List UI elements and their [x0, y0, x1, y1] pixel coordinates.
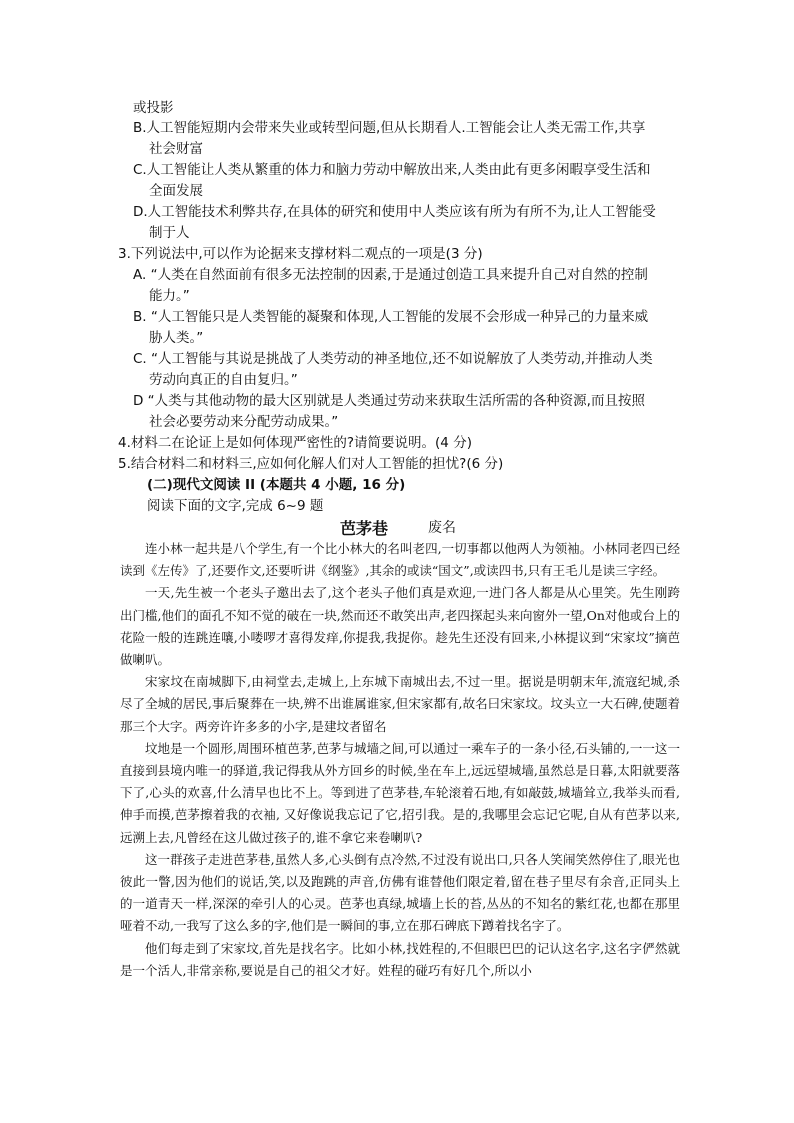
q3-option-a: A. “人类在自然面前有很多无法控制的因素,于是通过创造工具来提升自己对自然的控制 — [133, 267, 648, 283]
paragraph: 连小林一起共是八个学生,有一个比小林大的名叫老四,一切事都以他两人为领袖。小林同老四已经读到《左传》了,还要作文,还要听讲《纲鉴》,其余的或读“国文”,或读四书,只有王毛儿是读三字经。 — [120, 541, 680, 579]
option-d-continued: 制于人 — [149, 225, 190, 241]
story-body — [120, 538, 680, 982]
q3-option-a-continued: 能力。” — [149, 288, 190, 304]
option-b: B.人工智能短期内会带来失业或转型问题,但从长期看人.工智能会让人类无需工作,共享 — [133, 120, 646, 136]
paragraph: 他们每走到了宋家坟,首先是找名字。比如小林,找姓程的,不但眼巴巴的记认这名字,这名字俨然就是一个活人,非常亲称,要说是自己的祖父才好。姓程的碰巧有好几个,所以小 — [120, 940, 680, 978]
option-d: D.人工智能技术利弊共存,在具体的研究和使用中人类应该有所为有所不为,让人工智能受 — [133, 204, 656, 220]
paragraph: 宋家坟在南城脚下,由祠堂去,走城上,上东城下南城出去,不过一里。据说是明朝末年,流寇纪城,杀尽了全城的居民,事后聚葬在一块,辨不出谁属谁家,但宋家都有,故名曰宋家坟。坟头立一大石碑,使题着那三个大字。两旁许许多多的小字,是建坟者留名 — [120, 674, 680, 734]
q3-option-c: C. “人工智能与其说是挑战了人类劳动的神圣地位,还不如说解放了人类劳动,并推动人类 — [133, 351, 653, 367]
paragraph: 一天,先生被一个老头子邀出去了,这个老头子他们真是欢迎,一进门各人都是从心里笑。先生刚跨出门槛,他们的面孔不知不觉的破在一块,然而还不敢笑出声,老四探起头来向窗外一望,On对他或台上的花险一般的连跳连嚷,小喽啰才喜得发痒,你提我,我捉你。趁先生还没有回来,小林提议到“宋家坟”摘芭做喇叭。 — [120, 585, 680, 668]
question-5: 5.结合材料二和材料三,应如何化解人们对人工智能的担忧?(6 分) — [118, 456, 504, 472]
story-author: 废名 — [428, 520, 456, 536]
option-a-continued: 或投影 — [133, 100, 174, 116]
option-c-continued: 全面发展 — [149, 183, 203, 199]
paragraph: 坟地是一个圆形,周围环植芭茅,芭茅与城墙之间,可以通过一乘车子的一条小径,石头铺的,一一这一直接到县境内唯一的驿道,我记得我从外方回乡的时候,坐在车上,远远望城墙,虽然总是日暮,太阳就要落下了,心头的欢喜,什么清早也比不上。等到进了芭茅巷,车轮滚着石地,有如敲鼓,城墙耸立,我举头而看,伸手而摸,芭茅擦着我的衣袖, 又好像说我忘记了它,招引我。是的,我哪里会忘记它呢,自从有芭茅以来,远溯上去,凡曾经在这儿做过孩子的,谁不拿它来卷喇叭? — [120, 740, 680, 845]
option-c: C.人工智能让人类从繁重的体力和脑力劳动中解放出来,人类由此有更多闲暇享受生活和 — [133, 162, 651, 178]
reading-instruction: 阅读下面的文字,完成 6~9 题 — [147, 498, 324, 514]
section-heading: (二)现代文阅读 II (本题共 4 小题, 16 分) — [147, 477, 406, 493]
option-b-continued: 社会财富 — [149, 141, 203, 157]
question-4: 4.材料二在论证上是如何体现严密性的?请简要说明。(4 分) — [118, 435, 472, 451]
paragraph: 这一群孩子走进芭茅巷,虽然人多,心头倒有点冷然,不过没有说出口,只各人笑闹笑然停住了,眼光也彼此一瞥,因为他们的说话,笑,以及跑跳的声音,仿佛有谁替他们限定着,留在巷子里尽有余音,正同头上的一道青天一样,深深的牵引人的心灵。芭茅也真绿,城墙上长的苔,丛丛的不知名的紫红花,也都在那里哑着不动,一我写了这么多的字,他们是一瞬间的事,立在那石碑底下蹲着找名字了。 — [120, 851, 680, 934]
question-3: 3.下列说法中,可以作为论据来支撑材料二观点的一项是(3 分) — [118, 246, 483, 262]
q3-option-b-continued: 胁人类。” — [149, 330, 204, 346]
story-title: 芭茅巷 — [340, 519, 389, 538]
q3-option-b: B. “人工智能只是人类智能的凝聚和体现,人工智能的发展不会形成一种异己的力量来威 — [133, 309, 649, 325]
q3-option-c-continued: 劳动向真正的自由复归。” — [149, 372, 298, 388]
q3-option-d: D “人类与其他动物的最大区别就是人类通过劳动来获取生活所需的各种资源,而且按照 — [133, 393, 645, 409]
q3-option-d-continued: 社会必要劳动来分配劳动成果。” — [149, 414, 339, 430]
